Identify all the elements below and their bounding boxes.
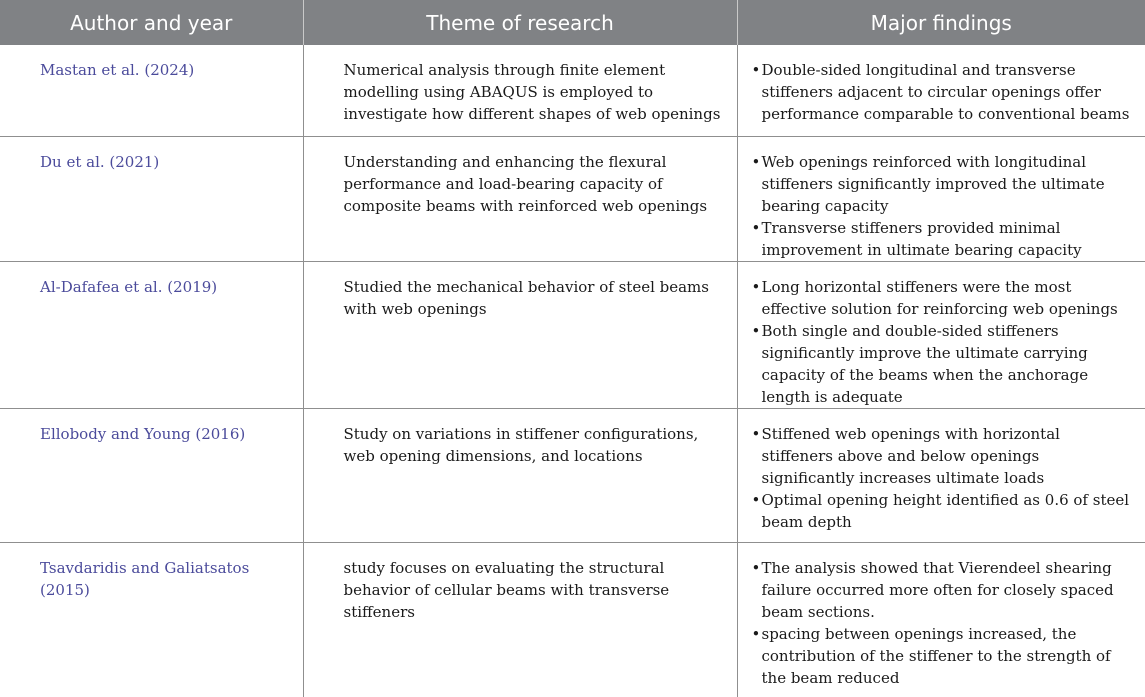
finding-item: • Transverse stiffeners provided minimal improvement in ultimate bearing capacity [752, 217, 1136, 261]
findings-cell [737, 136, 1145, 261]
findings-cell [737, 261, 1145, 408]
header-author-year: Author and year [0, 0, 303, 45]
author-link[interactable]: Tsavdaridis and Galiatsatos (2015) [40, 558, 250, 599]
findings-list [752, 276, 1136, 408]
findings-list [752, 59, 1136, 125]
theme-cell: Study on variations in stiffener configurations, web opening dimensions, and locations [303, 408, 737, 542]
author-cell[interactable] [0, 261, 303, 408]
author-link[interactable]: Ellobody and Young (2016) [40, 424, 246, 443]
header-row [0, 0, 1145, 45]
author-cell[interactable] [0, 408, 303, 542]
author-link[interactable]: Al-Dafafea et al. (2019) [40, 277, 218, 296]
finding-item: • Web openings reinforced with longitudinal stiffeners significantly improved the ultimate bearing capacity [752, 151, 1136, 217]
theme-cell: study focuses on evaluating the structural behavior of cellular beams with transverse stiffeners [303, 542, 737, 697]
author-link[interactable]: Du et al. (2021) [40, 152, 160, 171]
findings-cell [737, 408, 1145, 542]
table-row [0, 136, 1145, 261]
findings-list [752, 151, 1136, 261]
findings-cell [737, 542, 1145, 697]
header-findings: Major findings [737, 0, 1145, 45]
theme-cell: Understanding and enhancing the flexural performance and load-bearing capacity of composite beams with reinforced web openings [303, 136, 737, 261]
finding-item: • Optimal opening height identified as 0.6 of steel beam depth [752, 489, 1136, 533]
table-row [0, 261, 1145, 408]
findings-list [752, 423, 1136, 533]
author-cell[interactable] [0, 542, 303, 697]
author-cell[interactable] [0, 136, 303, 261]
finding-item: • Double-sided longitudinal and transverse stiffeners adjacent to circular openings offer performance comparable to conventional beams [752, 59, 1136, 125]
theme-cell: Numerical analysis through finite element modelling using ABAQUS is employed to investigate how different shapes of web openings [303, 45, 737, 136]
author-link[interactable]: Mastan et al. (2024) [40, 61, 195, 79]
table-row [0, 45, 1145, 136]
findings-cell [737, 45, 1145, 136]
header-theme: Theme of research [303, 0, 737, 45]
table-row [0, 408, 1145, 542]
finding-item: • Long horizontal stiffeners were the most effective solution for reinforcing web openings [752, 276, 1136, 320]
finding-item: • Stiffened web openings with horizontal stiffeners above and below openings significantly increases ultimate loads [752, 423, 1136, 489]
theme-cell: Studied the mechanical behavior of steel beams with web openings [303, 261, 737, 408]
finding-item: • spacing between openings increased, the contribution of the stiffener to the strength of the beam reduced [752, 623, 1136, 689]
author-cell[interactable] [0, 45, 303, 136]
table-row [0, 542, 1145, 697]
finding-item: • Both single and double-sided stiffeners significantly improve the ultimate carrying capacity of the beams when the anchorage length is adequate [752, 320, 1136, 408]
finding-item: • The analysis showed that Vierendeel shearing failure occurred more often for closely spaced beam sections. [752, 557, 1136, 623]
